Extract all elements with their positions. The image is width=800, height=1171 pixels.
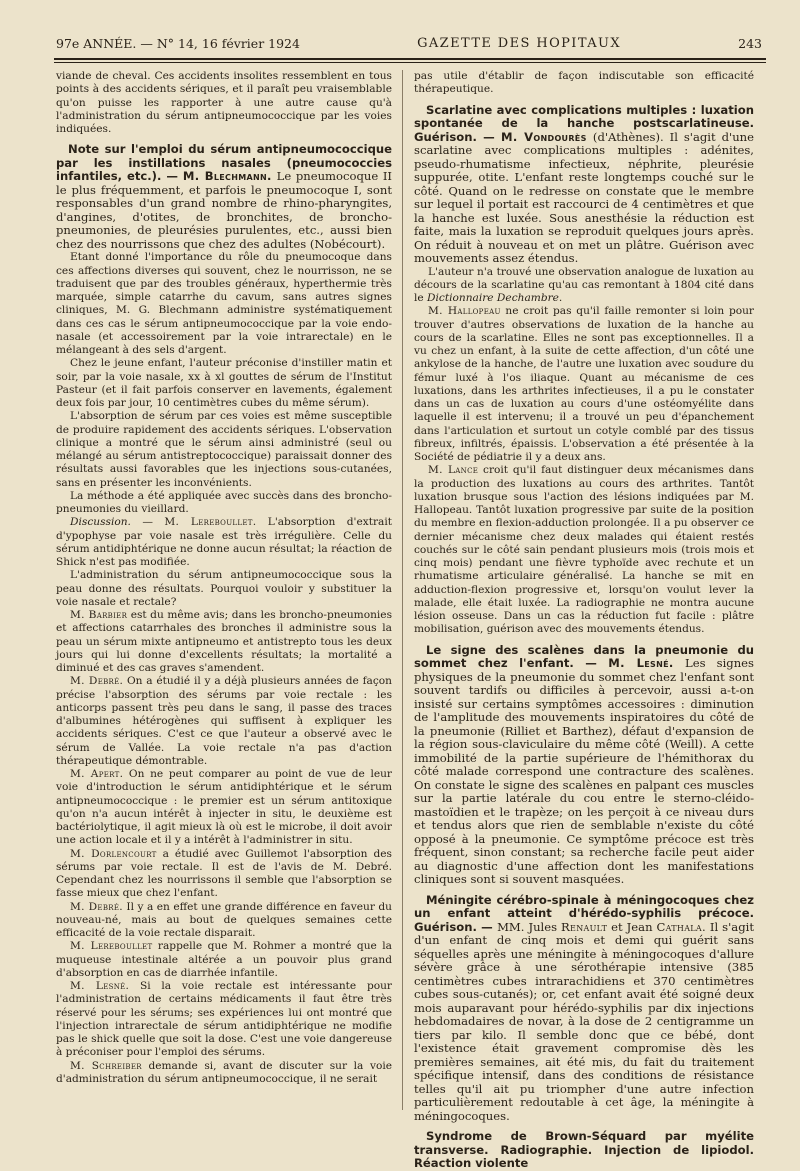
speaker-paragraph: M. Lance croit qu'il faut distinguer deux mécanismes dans la production des luxations au cours des arthrites. Tantôt luxation brusque sous l'action des lésions indiquées par M. Hallopeau. Tantôt luxation progressive par suite de la position du membre en flexion-adduction prolongée. Il a pu observer ce dernier mécanisme chez deux malades qui étaient restés couchés sur le côté sain pendant plusieurs mois (trois mois et cinq mois) pendant une fièvre typhoïde avec rechute et un rhumatisme articulaire généralisé. La hanche se mit en adduction-flexion progressive et, lorsqu'on voulut lever la malade, elle était luxée. La radiographie ne montra aucune lésion osseuse. Dans un cas la réduction fut facile : plâtre mobilisation, guérison avec des mouvements étendus. — [414, 464, 754, 636]
speaker-name: M. Barbier — [70, 609, 128, 621]
author-lesne: M. Lesné. — [608, 656, 674, 670]
article-body-start: MM. Jules Renault et Jean Cathala. Il s'agit d'un enfant de cinq mois et demi qui guérit sans séquelles après une méningite à méningocoques d'allure sévère grâce à une sérothérapie intensive (385 centimètres cubes intrarachidiens et 370 centimètres cubes sous-cutanés); or, cet enfant avait été soigné deux mois auparavant pour hérédo-syphilis par dix injections hebdomadaires de novar, à la dose de 2 centigramme un tiers par kilo. Il semble donc que ce bébé, dont l'existence était gravement compromise dès les premières semaines, ait été mis, du fait du traitement spécifique intensif, dans des conditions de résistance telles qu'il ait pu triompher d'une autre infection particulièrement redoutable à cet âge, la méningite à méningocoques. — [414, 919, 754, 1123]
speaker-paragraph: M. Debré. Il y a en effet une grande différence en faveur du nouveau-né, mais au bout de quelques semaines cette efficacité de la voie rectale disparait. — [56, 900, 392, 939]
article-title-brown-sequard: Syndrome de Brown-Séquard par myélite transverse. Radiographie. Injection de lipiodol. Réaction violente — [414, 1129, 754, 1170]
speaker-paragraph: M. Hallopeau ne croit pas qu'il faille remonter si loin pour trouver d'autres observations de luxation de la hanche au cours de la scarlatine. Elles ne sont pas exceptionnelles. Il a vu chez un enfant, à la suite de cette affection, d'un côté une ankylose de la hanche, de l'autre une luxation avec soudure du fémur luxé à l'os iliaque. Quant au mécanisme de ces luxations, dans les arthrites infectieuses, il a pu le constater dans un cas de luxation au cours d'une ostéomyélite dans laquelle il est intervenu; il a trouvé un peu d'épanchement dans l'articulation et surtout un cotyle comblé par des tissus fibreux, infiltrés, épaissis. L'observation a été présentée à la Société de pédiatrie il y a deux ans. — [414, 305, 754, 463]
article-body-start: (d'Athènes). Il s'agit d'une scarlatine avec complications multiples : adénites, pseudo-rhumatisme infectieux, néphrite, pleurésie suppurée, otite. L'enfant reste longtemps couché sur le côté. Quand on le redresse on constate que le membre sur lequel il portait est raccourci de 4 centimètres et que la hanche est luxée. Sous anesthésie la réduction est faite, mais la luxation se reproduit quelques jours après. On réduit à nouveau et on met un plâtre. Guérison avec mouvements assez étendus. — [414, 129, 755, 265]
author-vondoures: M. Vondourès — [501, 129, 587, 144]
author-blechmann: M. Blechmann. — [182, 169, 272, 184]
author-cathala: Cathala. — [656, 919, 706, 934]
paragraph: Chez le jeune enfant, l'auteur préconise d'instiller matin et soir, par la voie nasale, xx à xl gouttes de sérum de l'Institut Pasteur (et il fait parfois conserver en lavements, également deux fois par jour, 10 centimètres cubes du même sérum). — [56, 357, 392, 409]
header-rule-thick — [54, 58, 766, 60]
discussion-label: Discussion. — [70, 516, 131, 529]
article-body-start: Le pneumocoque II le plus fréquemment, et parfois le pneumocoque I, sont responsables d'un grand nombre de rhino-pharyngites, d'angines, d'otites, de bronchites, de broncho-pneumonies, de pleurésies purulentes, etc., aussi bien chez des nourrissons que chez des adultes (Nobécourt). — [56, 169, 393, 251]
speaker-name: M. Lereboullet. — [164, 516, 257, 529]
paragraph: L'administration du sérum antipneumococcique sous la peau donne des résultats. Pourquoi vouloir y substituer la voie nasale et rectale? — [56, 569, 392, 608]
article-title-scalenes: Le signe des scalènes dans la pneumonie du sommet chez l'enfant. — M. Lesné. Les signes physiques de la pneumonie du sommet chez l'enfant sont souvent tardifs ou difficiles à percevoir, aussi a-t-on insisté sur certains symptômes accessoires : diminution de l'amplitude des mouvements inspiratoires du côté de la pneumonie (Rilliet et Barthez), défaut d'expansion de la région sous-claviculaire du même côté (Weill). A cette immobilité de la partie supérieure de l'hémithorax du côté malade correspond une contracture des scalènes. On constate le signe des scalènes en palpant ces muscles sur la partie latérale du cou entre le sterno-cléido-mastoïdien et le trapèze; on les perçoit à ce niveau durs et tendus alors que rien de semblable n'existe du côté opposé à la pneumonie. Ce symptôme précoce est très fréquent, sinon constant; sa recherche facile peut aider au diagnostic d'une affection dont les manifestations cliniques sont si souvent masquées. — [414, 642, 754, 886]
right-column — [414, 70, 755, 1170]
column-separator — [402, 70, 403, 1110]
speaker-name: M. Hallopeau — [428, 305, 501, 318]
speaker-paragraph: M. Lereboullet rappelle que M. Rohmer a montré que la muqueuse intestinale altérée a un pouvoir plus grand d'absorption en cas de diarrhée infantile. — [56, 940, 392, 979]
paragraph: La méthode a été appliquée avec succès dans des broncho-pneumonies du vieillard. — [56, 489, 392, 515]
speaker-name: M. Apert. — [70, 768, 124, 780]
speaker-paragraph: M. Apert. On ne peut comparer au point de vue de leur voie d'introduction le sérum antidiphtérique et le sérum antipneumococcique : le premier est un sérum antitoxique qu'on n'a aucun intérêt à injecter in situ, le deuxième est bactériolytique, il agit mieux là où est le microbe, il doit avoir une action locale et il y a intérêt à l'administrer in situ. — [56, 768, 392, 847]
speaker-paragraph: M. Schreiber demande si, avant de discuter sur la voie d'administration du sérum antipneumococcique, il ne serait — [56, 1059, 392, 1085]
speaker-paragraph: M. Dorlencourt a étudié avec Guillemot l'absorption des sérums par voie rectale. Il est de l'avis de M. Debré. Cependant chez les nourrissons il semble que l'absorption se fasse mieux que chez l'enfant. — [56, 847, 392, 900]
cited-work: Dictionnaire Dechambre. — [427, 292, 563, 304]
speaker-paragraph: M. Debré. On a étudié il y a déjà plusieurs années de façon précise l'absorption des sérums par voie rectale : les anticorps passent très peu dans le sang, il passe des traces d'albumines hétérogènes qui suffisent à expliquer les accidents sériques. C'est ce que l'auteur a observé avec le sérum de Vallée. La voie rectale n'a pas d'action thérapeutique démontrable. — [56, 675, 392, 767]
paragraph: Etant donné l'importance du rôle du pneumocoque dans ces affections diverses qui souvent, chez le nourrisson, ne se traduisent que par des troubles généraux, hyperthermie très marquée, simple catarrhe du cavum, sans autres signes cliniques, M. G. Blechmann administre systématiquement dans ces cas le sérum antipneumococcique par la voie endo-nasale (et accessoirement par la voie intrarectale) en le mélangeant à des sels d'argent. — [56, 251, 392, 356]
paragraph: L'auteur n'a trouvé une observation analogue de luxation au décours de la scarlatine qu'au cas remontant à 1804 cité dans le Dictionnaire Dechambre. — [414, 265, 754, 304]
page-number: 243 — [738, 35, 762, 51]
article-title-serum-nasal: Note sur l'emploi du sérum antipneumococcique par les instillations nasales (pneumococcies infantiles, etc.). — M. Blechmann. Le pneumocoque II le plus fréquemment, et parfois le pneumocoque I, sont responsables d'un grand nombre de rhino-pharyngites, d'angines, d'otites, de bronchites, de broncho-pneumonies, de pleurésies purulentes, etc., aussi bien chez des nourrissons que chez des adultes (Nobécourt). — [56, 142, 393, 251]
speaker-name: M. Dorlencourt — [70, 847, 157, 860]
page-header — [56, 30, 762, 56]
speaker-name: M. Schreiber — [70, 1059, 142, 1072]
speaker-name: M. Lesné. — [70, 980, 130, 992]
speaker-name: M. Debré. — [70, 675, 124, 688]
discussion-paragraph: Discussion. — M. Lereboullet. L'absorption d'extrait d'ypophyse par voie nasale est très irrégulière. Celle du sérum antidiphtérique ne donne aucun résultat; la réaction de Shick n'est pas modifiée. — [56, 516, 392, 568]
article-body-start: Les signes physiques de la pneumonie du sommet chez l'enfant sont souvent tardifs ou difficiles à percevoir, aussi a-t-on insisté sur certains symptômes accessoires : diminution de l'amplitude des mouvements inspiratoires du côté de la pneumonie (Rilliet et Barthez), défaut d'expansion de la région sous-claviculaire du même côté (Weill). A cette immobilité de la partie supérieure de l'hémithorax du côté malade correspond une contracture des scalènes. On constate le signe des scalènes en palpant ces muscles sur la partie latérale du cou entre le sterno-cléido-mastoïdien et le trapèze; on les perçoit à ce niveau durs et tendus alors que rien de semblable n'existe du côté opposé à la pneumonie. Ce symptôme précoce est très fréquent, sinon constant; sa recherche facile peut aider au diagnostic d'une affection dont les manifestations cliniques sont si souvent masquées. — [414, 656, 754, 886]
speaker-name: M. Lereboullet — [70, 940, 153, 953]
continuation-paragraph: viande de cheval. Ces accidents insolites ressemblent en tous points à des accidents sériques, et il paraît peu vraisemblable qu'on puisse les rapporter à une autre cause qu'à l'administration du sérum antipneumococcique par les voies indiquées. — [56, 70, 392, 135]
paragraph: L'absorption de sérum par ces voies est même susceptible de produire rapidement des accidents sériques. L'observation clinique a montré que le sérum ainsi administré (seul ou mélangé au sérum antistreptococcique) paraissait donner des résultats aussi favorables que les injections sous-cutanées, sans en présenter les inconvénients. — [56, 410, 392, 489]
left-column — [56, 70, 392, 1112]
article-title-scarlatine: Scarlatine avec complications multiples : luxation spontanée de la hanche postscarlatineuse. Guérison. — M. Vondourès (d'Athènes). Il s'agit d'une scarlatine avec complications multiples : adénites, pseudo-rhumatisme infectieux, néphrite, pleurésie suppurée, otite. L'enfant reste longtemps couché sur le côté. Quand on le redresse on constate que le membre sur lequel il portait est raccourci de 4 centimètres et que la hanche est luxée. Sous anesthésie la réduction est faite, mais la luxation se reproduit quelques jours après. On réduit à nouveau et on met un plâtre. Guérison avec mouvements assez étendus. — [414, 102, 755, 265]
speaker-paragraph: M. Barbier est du même avis; dans les broncho-pneumonies et affections catarrhales des bronches il administre sous la peau un sérum mixte antipneumo et antistrepto tous les deux jours qui lui donne d'excellents résultats; la mortalité a diminué et des cas graves s'amendent. — [56, 609, 393, 674]
speaker-name: M. Debré. — [70, 900, 123, 913]
continuation-paragraph: pas utile d'établir de façon indiscutable son efficacité thérapeutique. — [414, 70, 754, 96]
speaker-name: M. Lance — [428, 464, 479, 477]
issue-line: 97e ANNÉE. — N° 14, 16 février 1924 — [56, 35, 300, 51]
journal-title: GAZETTE DES HOPITAUX — [417, 35, 621, 51]
speaker-paragraph: M. Lesné. Si la voie rectale est intéressante pour l'administration de certains médicaments il faut être très réservé pour les sérums; ses expériences lui ont montré que l'injection intrarectale de sérum antidiphtérique ne modifie pas le shick quelle que soit la dose. C'est une voie dangereuse à préconiser pour l'emploi des sérums. — [56, 980, 392, 1059]
article-title-meningite: Méningite cérébro-spinale à méningocoques chez un enfant atteint d'hérédo-syphilis précoce. Guérison. — MM. Jules Renault et Jean Cathala. Il s'agit d'un enfant de cinq mois et demi qui guérit sans séquelles après une méningite à méningocoques d'allure sévère grâce à une sérothérapie intensive (385 centimètres cubes intrarachidiens et 370 centimètres cubes sous-cutanés); or, cet enfant avait été soigné deux mois auparavant pour hérédo-syphilis par dix injections hebdomadaires de novar, à la dose de 2 centigramme un tiers par kilo. Il semble donc que ce bébé, dont l'existence était gravement compromise dès les premières semaines, ait été mis, du fait du traitement spécifique intensif, dans des conditions de résistance telles qu'il ait pu triompher d'une autre infection particulièrement redoutable à cet âge, la méningite à méningocoques. — [414, 892, 754, 1123]
author-renault: Renault — [561, 919, 608, 934]
header-rule-thin — [54, 62, 766, 63]
